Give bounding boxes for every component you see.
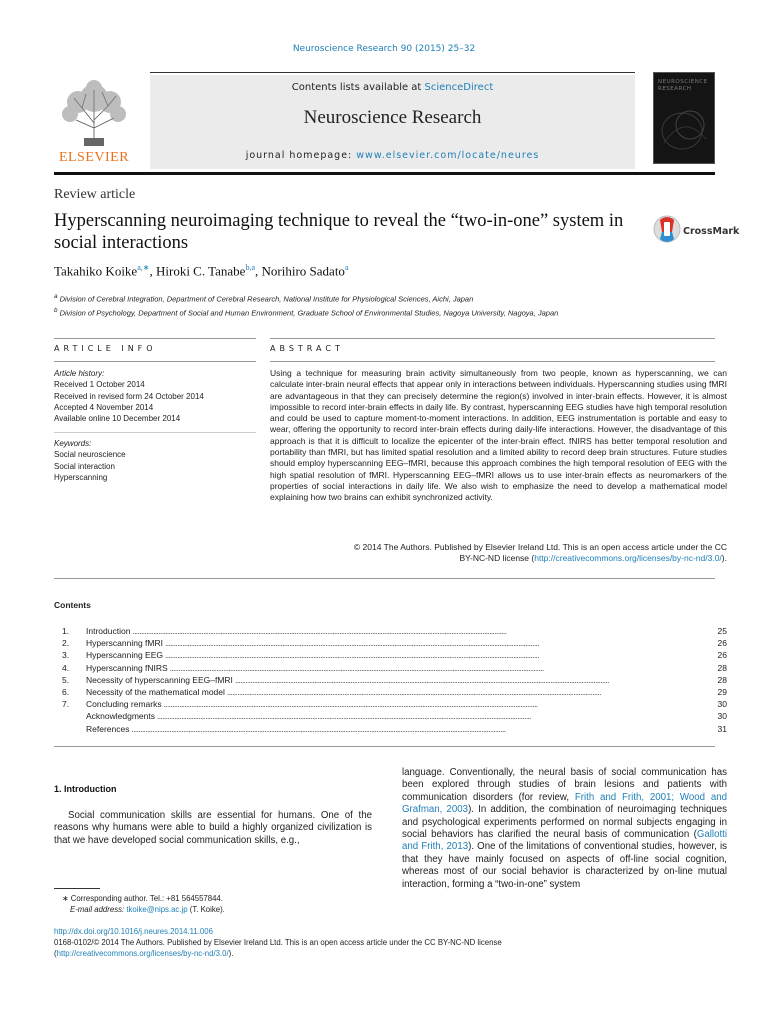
toc-leader: [165, 649, 703, 661]
author-name: Hiroki C. Tanabe: [155, 263, 246, 279]
keywords-label: Keywords:: [54, 439, 92, 448]
email-suffix: (T. Koike).: [187, 905, 225, 915]
toc-title: Necessity of hyperscanning EEG–fMRI: [86, 674, 233, 685]
affiliation-mark: a: [54, 293, 58, 300]
intro-text: language. Conventionally, the neural basis of social communication has been explored through studies of brain lesions and patients with communication disorders (for review,: [402, 767, 727, 803]
abstract-top-rule: [270, 338, 715, 339]
toc-page: 26: [717, 638, 727, 649]
author-affiliation-mark[interactable]: b,a: [245, 263, 256, 272]
keyword: Social interaction: [54, 461, 115, 471]
license-link[interactable]: http://creativecommons.org/licenses/by-nc-nd/3.0/: [534, 553, 722, 564]
affiliations: [54, 291, 558, 318]
history-accepted: Accepted 4 November 2014: [54, 402, 154, 412]
toc-title: Hyperscanning fNIRS: [86, 662, 168, 673]
toc-leader: [235, 674, 703, 686]
toc-title: Introduction: [86, 626, 131, 636]
license-close: ).: [228, 948, 234, 958]
toc-item[interactable]: [62, 649, 727, 661]
author-affiliation-mark[interactable]: a: [344, 263, 349, 272]
abstract-bottom-rule: [54, 578, 715, 579]
email-note: [54, 904, 384, 915]
journal-homepage-line: [150, 150, 635, 161]
email-label: E-mail address:: [70, 905, 125, 915]
citation-link[interactable]: Frith and Frith, 2001; Wood and Grafman, 2003: [402, 791, 727, 816]
table-of-contents: [62, 625, 727, 735]
toc-item[interactable]: [62, 723, 727, 735]
toc-leader: [132, 625, 703, 637]
history-received: Received 1 October 2014: [54, 380, 145, 390]
keywords-block: [54, 438, 256, 483]
toc-page: 26: [717, 650, 727, 661]
toc-item[interactable]: [62, 637, 727, 649]
citation-link[interactable]: Gallotti and Frith, 2013: [402, 829, 727, 853]
toc-leader: [157, 710, 703, 722]
author-list: Takahiko Koike$^{a,∗}$, Hiroki C. Tanabe$^{b,a}$, Norihiro Sadato$^a$: [54, 263, 349, 279]
contents-available-line: [150, 82, 635, 93]
toc-number: 5.: [62, 674, 70, 685]
sciencedirect-link[interactable]: ScienceDirect: [424, 82, 494, 93]
article-history: [54, 368, 256, 424]
affiliation-text: Division of Psychology, Department of Social and Human Environment, Graduate School of Environmental Studies, Nagoya University, Nagoya, Japan: [59, 308, 559, 317]
email-link[interactable]: tkoike@nips.ac.jp: [126, 905, 188, 915]
toc-item[interactable]: [62, 710, 727, 722]
history-label: Article history:: [54, 369, 105, 378]
introduction-column-2: [402, 767, 727, 891]
toc-title: Acknowledgments: [86, 711, 155, 722]
license-suffix: ).: [721, 553, 727, 564]
abstract-copyright: [270, 542, 727, 565]
article-info-top-rule: [54, 338, 256, 339]
toc-page: 30: [717, 711, 727, 722]
journal-cover-image[interactable]: [653, 72, 715, 164]
toc-title: Necessity of the mathematical model: [86, 687, 225, 698]
keyword: Hyperscanning: [54, 472, 108, 482]
corresponding-author-note: ∗ Corresponding author. Tel.: +81 564557844.: [62, 894, 223, 903]
intro-text: ). In addition, the combination of neuroimaging techniques and psychological experiments performed on normal subjects engaging in social behaviors has clarified the neural basis of communication (: [402, 804, 728, 841]
intro-text: ). One of the limitations of conventional studies, however, is that they have mainly focused on aspects of off-line social cognition, whereas most of our social behavior is characterized by on-line mutual interaction, forming a “two-in-one” system: [402, 841, 728, 890]
toc-title: Hyperscanning EEG: [86, 650, 164, 661]
journal-masthead: [150, 75, 635, 169]
toc-title: Hyperscanning fMRI: [86, 638, 164, 649]
article-type: Review article: [54, 187, 136, 202]
toc-number: 3.: [62, 650, 70, 661]
doi-block: [54, 927, 715, 959]
toc-page: 28: [717, 674, 727, 685]
history-revised: Received in revised form 24 October 2014: [54, 391, 204, 401]
toc-number: 7.: [62, 699, 70, 710]
footnote-rule: [54, 888, 100, 889]
abstract-heading-rule: [270, 361, 715, 362]
homepage-prefix: journal homepage:: [245, 150, 357, 161]
keywords-rule: [54, 432, 256, 433]
toc-page: 25: [717, 626, 727, 636]
journal-citation[interactable]: Neuroscience Research 90 (2015) 25–32: [292, 44, 476, 54]
article-title: Hyperscanning neuroimaging technique to reveal the “two-in-one” system in social interactions: [54, 211, 624, 253]
introduction-column-1: Social communication skills are essential for humans. One of the reasons why humans were able to build a highly organized civilization is that we have developed social communication skills, e.g.,: [54, 810, 372, 846]
toc-leader: [131, 723, 703, 735]
header-top-rule: [150, 72, 635, 73]
toc-item[interactable]: [62, 662, 727, 674]
toc-item[interactable]: [62, 625, 727, 637]
license-line: [54, 949, 715, 960]
toc-leader: [164, 698, 703, 710]
publisher-wordmark: ELSEVIER: [58, 150, 130, 165]
toc-number: 2.: [62, 638, 70, 649]
contents-heading: Contents: [54, 600, 91, 610]
toc-leader: [165, 637, 703, 649]
copyright-line-1: © 2014 The Authors. Published by Elsevier Ireland Ltd. This is an open access article under the CC: [353, 542, 727, 552]
affiliation-mark: b: [54, 306, 58, 314]
contents-prefix: Contents lists available at: [291, 82, 425, 93]
journal-homepage-link[interactable]: www.elsevier.com/locate/neures: [356, 150, 540, 161]
footnotes: [54, 893, 384, 916]
author-name: Takahiko Koike: [54, 263, 138, 279]
toc-item[interactable]: [62, 698, 727, 710]
license-open: (: [54, 948, 57, 958]
affiliation-text: Division of Cerebral Integration, Department of Cerebral Research, National Institute for Physiological Sciences, Aichi, Japan: [59, 294, 474, 304]
header-bottom-rule: [54, 172, 715, 175]
abstract-text: Using a technique for measuring brain activity simultaneously from two people, known as hyperscanning, we can calculate inter-brain neural effects that appear only in interactions between individuals. Hyperscanning studies using fMRI are advantageous in that they can precisely determine the region(s) involved in inter-brain effects. However, it is almost impossible to record inter-brain effects in daily life. By contrast, hyperscanning EEG studies have high temporal resolution and could be used to capture moment-to-moment interactions. In addition, EEG instrumentation is portable and easy to wear, offering the opportunity to record inter-brain effects during daily-life interactions. However, the disadvantage of this approach is that it is difficult to localize the epicenter of the inter-brain effect. fNIRS has better temporal resolution and portability than fMRI, but has limited spatial resolution and a limited ability to record deep brain structures. Future studies should employ hyperscanning EEG–fMRI, because this approach combines the high temporal resolution of EEG with the high spatial resolution of fMRI. Hyperscanning EEG–fMRI allows us to use inter-brain effects as neuromarkers of the properties of social interactions in daily life. We also wish to emphasize the need to develop a mathematical model explaining how two brains can exhibit synchronized activity.: [270, 368, 727, 503]
toc-page: 30: [717, 699, 727, 710]
toc-title: Concluding remarks: [86, 699, 162, 710]
crossmark-icon: [653, 214, 681, 244]
toc-item[interactable]: [62, 686, 727, 698]
copyright-line-2: [270, 553, 727, 564]
license-prefix: BY-NC-ND license (: [459, 553, 535, 564]
affiliation-a: [54, 291, 558, 305]
article-info-heading: ARTICLE INFO: [54, 344, 157, 353]
cover-title: NEUROSCIENCE RESEARCH: [658, 79, 708, 92]
toc-leader: [170, 662, 703, 674]
license-link-footer[interactable]: http://creativecommons.org/licenses/by-nc-nd/3.0/: [56, 948, 229, 958]
toc-title: References: [86, 723, 130, 734]
abstract-heading: ABSTRACT: [270, 344, 344, 353]
issn-line: 0168-0102/© 2014 The Authors. Published by Elsevier Ireland Ltd. This is an open access article under the CC BY-NC-ND license: [54, 937, 502, 947]
contents-bottom-rule: [54, 746, 715, 747]
author-affiliation-mark[interactable]: a,∗: [137, 263, 150, 272]
affiliation-b: [54, 305, 558, 319]
toc-number: 1.: [62, 626, 70, 636]
doi-link[interactable]: http://dx.doi.org/10.1016/j.neures.2014.11.006: [54, 927, 213, 936]
toc-number: 6.: [62, 687, 70, 698]
crossmark-label: CrossMark: [683, 226, 740, 237]
article-info-heading-rule: [54, 361, 256, 362]
history-online: Available online 10 December 2014: [54, 414, 181, 424]
toc-number: 4.: [62, 662, 70, 673]
toc-page: 28: [717, 662, 727, 673]
toc-item[interactable]: [62, 674, 727, 686]
author-name: Norihiro Sadato: [261, 263, 345, 279]
keyword: Social neuroscience: [54, 450, 126, 460]
introduction-heading: 1. Introduction: [54, 784, 117, 794]
toc-leader: [227, 686, 703, 698]
toc-page: 31: [717, 723, 727, 734]
toc-page: 29: [717, 687, 727, 698]
journal-name: Neuroscience Research: [303, 107, 482, 128]
